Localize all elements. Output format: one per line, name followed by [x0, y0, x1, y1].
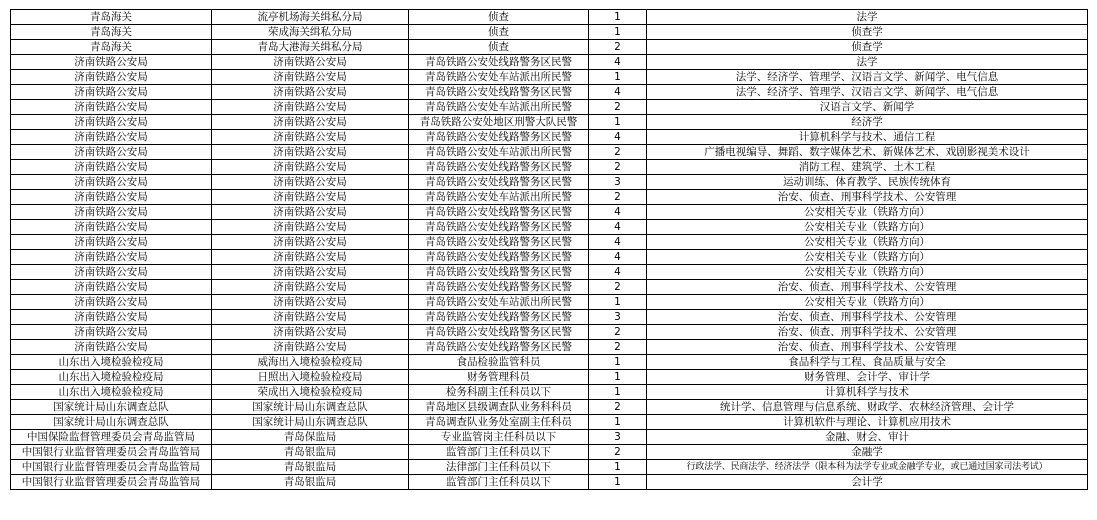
- position-cell[interactable]: 青岛铁路公安处线路警务区民警: [409, 310, 589, 325]
- position-cell[interactable]: 青岛铁路公安处线路警务区民警: [409, 340, 589, 355]
- major-cell[interactable]: 消防工程、建筑学、土木工程: [647, 160, 1088, 175]
- department-cell[interactable]: 济南铁路公安局: [11, 70, 212, 85]
- unit-cell[interactable]: 青岛银监局: [212, 445, 409, 460]
- major-cell[interactable]: 治安、侦查、刑事科学技术、公安管理: [647, 190, 1088, 205]
- department-cell[interactable]: 济南铁路公安局: [11, 340, 212, 355]
- department-cell[interactable]: 国家统计局山东调查总队: [11, 400, 212, 415]
- major-cell[interactable]: 治安、侦查、刑事科学技术、公安管理: [647, 325, 1088, 340]
- job-table: [10, 9, 1088, 490]
- table-row: [11, 220, 1088, 235]
- department-cell[interactable]: 济南铁路公安局: [11, 325, 212, 340]
- position-cell[interactable]: 青岛铁路公安处线路警务区民警: [409, 220, 589, 235]
- department-cell[interactable]: 济南铁路公安局: [11, 280, 212, 295]
- position-cell[interactable]: 侦查: [409, 25, 589, 40]
- department-cell[interactable]: 济南铁路公安局: [11, 100, 212, 115]
- department-cell[interactable]: 济南铁路公安局: [11, 310, 212, 325]
- position-cell[interactable]: 青岛铁路公安处线路警务区民警: [409, 55, 589, 70]
- unit-cell[interactable]: 济南铁路公安局: [212, 160, 409, 175]
- unit-cell[interactable]: 日照出入境检验检疫局: [212, 370, 409, 385]
- count-cell[interactable]: 4: [589, 235, 647, 250]
- department-cell[interactable]: 中国银行业监督管理委员会青岛监管局: [11, 475, 212, 490]
- department-cell[interactable]: 中国银行业监督管理委员会青岛监管局: [11, 460, 212, 475]
- table-row: [11, 130, 1088, 145]
- department-cell[interactable]: 济南铁路公安局: [11, 220, 212, 235]
- unit-cell[interactable]: 济南铁路公安局: [212, 250, 409, 265]
- unit-cell[interactable]: 荣成出入境检验检疫局: [212, 385, 409, 400]
- count-cell[interactable]: 1: [589, 415, 647, 430]
- unit-cell[interactable]: 流亭机场海关缉私分局: [212, 10, 409, 25]
- position-cell[interactable]: 青岛铁路公安处车站派出所民警: [409, 295, 589, 310]
- department-cell[interactable]: 青岛海关: [11, 25, 212, 40]
- major-cell[interactable]: 法学: [647, 55, 1088, 70]
- department-cell[interactable]: 中国银行业监督管理委员会青岛监管局: [11, 445, 212, 460]
- unit-cell[interactable]: 青岛银监局: [212, 460, 409, 475]
- position-cell[interactable]: 食品检验监管科员: [409, 355, 589, 370]
- major-cell[interactable]: 计算机科学与技术、通信工程: [647, 130, 1088, 145]
- count-cell[interactable]: 1: [589, 70, 647, 85]
- count-cell[interactable]: 4: [589, 205, 647, 220]
- table-row: [11, 430, 1088, 445]
- department-cell[interactable]: 济南铁路公安局: [11, 205, 212, 220]
- unit-cell[interactable]: 济南铁路公安局: [212, 205, 409, 220]
- unit-cell[interactable]: 青岛大港海关缉私分局: [212, 40, 409, 55]
- count-cell[interactable]: 4: [589, 220, 647, 235]
- table-row: [11, 160, 1088, 175]
- unit-cell[interactable]: 济南铁路公安局: [212, 115, 409, 130]
- department-cell[interactable]: 国家统计局山东调查总队: [11, 415, 212, 430]
- count-cell[interactable]: 2: [589, 280, 647, 295]
- unit-cell[interactable]: 青岛保监局: [212, 430, 409, 445]
- table-body: [11, 10, 1088, 490]
- position-cell[interactable]: 青岛铁路公安处线路警务区民警: [409, 325, 589, 340]
- table-row: [11, 325, 1088, 340]
- table-row: [11, 310, 1088, 325]
- count-cell[interactable]: 3: [589, 310, 647, 325]
- major-cell[interactable]: 公安相关专业（铁路方向）: [647, 235, 1088, 250]
- table-row: [11, 265, 1088, 280]
- department-cell[interactable]: 山东出入境检验检疫局: [11, 385, 212, 400]
- table-row: [11, 175, 1088, 190]
- position-cell[interactable]: 青岛铁路公安处线路警务区民警: [409, 160, 589, 175]
- unit-cell[interactable]: 济南铁路公安局: [212, 265, 409, 280]
- unit-cell[interactable]: 荣成海关缉私分局: [212, 25, 409, 40]
- major-cell[interactable]: 金融、财会、审计: [647, 430, 1088, 445]
- major-cell[interactable]: 公安相关专业（铁路方向）: [647, 250, 1088, 265]
- position-cell[interactable]: 侦查: [409, 40, 589, 55]
- major-cell[interactable]: 食品科学与工程、食品质量与安全: [647, 355, 1088, 370]
- unit-cell[interactable]: 济南铁路公安局: [212, 235, 409, 250]
- department-cell[interactable]: 济南铁路公安局: [11, 250, 212, 265]
- count-cell[interactable]: 1: [589, 475, 647, 490]
- table-row: [11, 445, 1088, 460]
- department-cell[interactable]: 山东出入境检验检疫局: [11, 355, 212, 370]
- count-cell[interactable]: 2: [589, 100, 647, 115]
- major-cell[interactable]: 法学、经济学、管理学、汉语言文学、新闻学、电气信息: [647, 85, 1088, 100]
- unit-cell[interactable]: 济南铁路公安局: [212, 295, 409, 310]
- major-cell[interactable]: 广播电视编导、舞蹈、数字媒体艺术、新媒体艺术、戏剧影视美术设计: [647, 145, 1088, 160]
- table-row: [11, 100, 1088, 115]
- position-cell[interactable]: 青岛铁路公安处线路警务区民警: [409, 265, 589, 280]
- unit-cell[interactable]: 济南铁路公安局: [212, 130, 409, 145]
- table-row: [11, 370, 1088, 385]
- table-row: [11, 250, 1088, 265]
- unit-cell[interactable]: 济南铁路公安局: [212, 310, 409, 325]
- table-row: [11, 415, 1088, 430]
- unit-cell[interactable]: 威海出入境检验检疫局: [212, 355, 409, 370]
- count-cell[interactable]: 1: [589, 10, 647, 25]
- table-row: [11, 400, 1088, 415]
- position-cell[interactable]: 青岛调查队业务处室副主任科员: [409, 415, 589, 430]
- position-cell[interactable]: 监管部门主任科员以下: [409, 475, 589, 490]
- position-cell[interactable]: 青岛铁路公安处车站派出所民警: [409, 145, 589, 160]
- unit-cell[interactable]: 济南铁路公安局: [212, 100, 409, 115]
- count-cell[interactable]: 1: [589, 115, 647, 130]
- count-cell[interactable]: 2: [589, 325, 647, 340]
- table-row: [11, 280, 1088, 295]
- major-cell[interactable]: 财务管理、会计学、审计学: [647, 370, 1088, 385]
- unit-cell[interactable]: 济南铁路公安局: [212, 340, 409, 355]
- table-row: [11, 460, 1088, 475]
- count-cell[interactable]: 1: [589, 385, 647, 400]
- major-cell[interactable]: 治安、侦查、刑事科学技术、公安管理: [647, 340, 1088, 355]
- department-cell[interactable]: 中国保险监督管理委员会青岛监管局: [11, 430, 212, 445]
- major-cell[interactable]: 侦查学: [647, 40, 1088, 55]
- major-cell[interactable]: 公安相关专业（铁路方向）: [647, 295, 1088, 310]
- unit-cell[interactable]: 济南铁路公安局: [212, 220, 409, 235]
- table-row: [11, 40, 1088, 55]
- unit-cell[interactable]: 济南铁路公安局: [212, 190, 409, 205]
- department-cell[interactable]: 济南铁路公安局: [11, 265, 212, 280]
- count-cell[interactable]: 4: [589, 85, 647, 100]
- count-cell[interactable]: 2: [589, 340, 647, 355]
- major-cell[interactable]: 会计学: [647, 475, 1088, 490]
- position-cell[interactable]: 青岛铁路公安处线路警务区民警: [409, 280, 589, 295]
- position-cell[interactable]: 青岛铁路公安处线路警务区民警: [409, 130, 589, 145]
- table-row: [11, 190, 1088, 205]
- unit-cell[interactable]: 国家统计局山东调查总队: [212, 415, 409, 430]
- table-row: [11, 385, 1088, 400]
- table-row: [11, 475, 1088, 490]
- count-cell[interactable]: 4: [589, 265, 647, 280]
- major-cell[interactable]: 公安相关专业（铁路方向）: [647, 220, 1088, 235]
- unit-cell[interactable]: 济南铁路公安局: [212, 175, 409, 190]
- department-cell[interactable]: 济南铁路公安局: [11, 235, 212, 250]
- table-row: [11, 10, 1088, 25]
- unit-cell[interactable]: 济南铁路公安局: [212, 55, 409, 70]
- count-cell[interactable]: 1: [589, 25, 647, 40]
- unit-cell[interactable]: 济南铁路公安局: [212, 325, 409, 340]
- position-cell[interactable]: 青岛铁路公安处线路警务区民警: [409, 235, 589, 250]
- count-cell[interactable]: 2: [589, 445, 647, 460]
- unit-cell[interactable]: 济南铁路公安局: [212, 280, 409, 295]
- count-cell[interactable]: 4: [589, 130, 647, 145]
- major-cell[interactable]: 治安、侦查、刑事科学技术、公安管理: [647, 310, 1088, 325]
- position-cell[interactable]: 财务管理科员: [409, 370, 589, 385]
- unit-cell[interactable]: 济南铁路公安局: [212, 70, 409, 85]
- major-cell[interactable]: 公安相关专业（铁路方向）: [647, 265, 1088, 280]
- position-cell[interactable]: 专业监管岗主任科员以下: [409, 430, 589, 445]
- major-cell[interactable]: 法学、经济学、管理学、汉语言文学、新闻学、电气信息: [647, 70, 1088, 85]
- major-cell[interactable]: 行政法学、民商法学、经济法学（限本科为法学专业或金融学专业，或已通过国家司法考试）: [647, 460, 1088, 475]
- position-cell[interactable]: 青岛地区县级调查队业务科科员: [409, 400, 589, 415]
- major-cell[interactable]: 公安相关专业（铁路方向）: [647, 205, 1088, 220]
- department-cell[interactable]: 青岛海关: [11, 10, 212, 25]
- spreadsheet: [10, 9, 1088, 490]
- department-cell[interactable]: 济南铁路公安局: [11, 160, 212, 175]
- count-cell[interactable]: 3: [589, 175, 647, 190]
- major-cell[interactable]: 金融学: [647, 445, 1088, 460]
- position-cell[interactable]: 青岛铁路公安处线路警务区民警: [409, 250, 589, 265]
- count-cell[interactable]: 2: [589, 145, 647, 160]
- count-cell[interactable]: 1: [589, 460, 647, 475]
- count-cell[interactable]: 1: [589, 355, 647, 370]
- position-cell[interactable]: 青岛铁路公安处线路警务区民警: [409, 175, 589, 190]
- major-cell[interactable]: 汉语言文学、新闻学: [647, 100, 1088, 115]
- major-cell[interactable]: 计算机科学与技术: [647, 385, 1088, 400]
- table-row: [11, 295, 1088, 310]
- department-cell[interactable]: 济南铁路公安局: [11, 190, 212, 205]
- position-cell[interactable]: 监管部门主任科员以下: [409, 445, 589, 460]
- position-cell[interactable]: 检务科副主任科员以下: [409, 385, 589, 400]
- major-cell[interactable]: 经济学: [647, 115, 1088, 130]
- department-cell[interactable]: 山东出入境检验检疫局: [11, 370, 212, 385]
- count-cell[interactable]: 1: [589, 295, 647, 310]
- department-cell[interactable]: 济南铁路公安局: [11, 130, 212, 145]
- unit-cell[interactable]: 济南铁路公安局: [212, 145, 409, 160]
- table-row: [11, 25, 1088, 40]
- position-cell[interactable]: 侦查: [409, 10, 589, 25]
- unit-cell[interactable]: 济南铁路公安局: [212, 85, 409, 100]
- department-cell[interactable]: 济南铁路公安局: [11, 115, 212, 130]
- position-cell[interactable]: 青岛铁路公安处车站派出所民警: [409, 70, 589, 85]
- department-cell[interactable]: 济南铁路公安局: [11, 145, 212, 160]
- major-cell[interactable]: 治安、侦查、刑事科学技术、公安管理: [647, 280, 1088, 295]
- table-row: [11, 355, 1088, 370]
- major-cell[interactable]: 侦查学: [647, 25, 1088, 40]
- table-row: [11, 145, 1088, 160]
- department-cell[interactable]: 济南铁路公安局: [11, 85, 212, 100]
- table-row: [11, 340, 1088, 355]
- unit-cell[interactable]: 国家统计局山东调查总队: [212, 400, 409, 415]
- count-cell[interactable]: 2: [589, 400, 647, 415]
- count-cell[interactable]: 2: [589, 40, 647, 55]
- position-cell[interactable]: 青岛铁路公安处车站派出所民警: [409, 100, 589, 115]
- unit-cell[interactable]: 青岛银监局: [212, 475, 409, 490]
- count-cell[interactable]: 1: [589, 370, 647, 385]
- department-cell[interactable]: 济南铁路公安局: [11, 295, 212, 310]
- department-cell[interactable]: 济南铁路公安局: [11, 175, 212, 190]
- position-cell[interactable]: 青岛铁路公安处线路警务区民警: [409, 85, 589, 100]
- position-cell[interactable]: 青岛铁路公安处地区刑警大队民警: [409, 115, 589, 130]
- department-cell[interactable]: 济南铁路公安局: [11, 55, 212, 70]
- count-cell[interactable]: 4: [589, 250, 647, 265]
- table-row: [11, 205, 1088, 220]
- table-row: [11, 85, 1088, 100]
- count-cell[interactable]: 4: [589, 55, 647, 70]
- table-row: [11, 70, 1088, 85]
- count-cell[interactable]: 3: [589, 430, 647, 445]
- table-row: [11, 115, 1088, 130]
- major-cell[interactable]: 计算机软件与理论、计算机应用技术: [647, 415, 1088, 430]
- major-cell[interactable]: 统计学、信息管理与信息系统、财政学、农林经济管理、会计学: [647, 400, 1088, 415]
- count-cell[interactable]: 2: [589, 160, 647, 175]
- count-cell[interactable]: 2: [589, 190, 647, 205]
- table-row: [11, 235, 1088, 250]
- department-cell[interactable]: 青岛海关: [11, 40, 212, 55]
- major-cell[interactable]: 法学: [647, 10, 1088, 25]
- major-cell[interactable]: 运动训练、体育教学、民族传统体育: [647, 175, 1088, 190]
- position-cell[interactable]: 青岛铁路公安处车站派出所民警: [409, 190, 589, 205]
- position-cell[interactable]: 青岛铁路公安处线路警务区民警: [409, 205, 589, 220]
- position-cell[interactable]: 法律部门主任科员以下: [409, 460, 589, 475]
- table-row: [11, 55, 1088, 70]
